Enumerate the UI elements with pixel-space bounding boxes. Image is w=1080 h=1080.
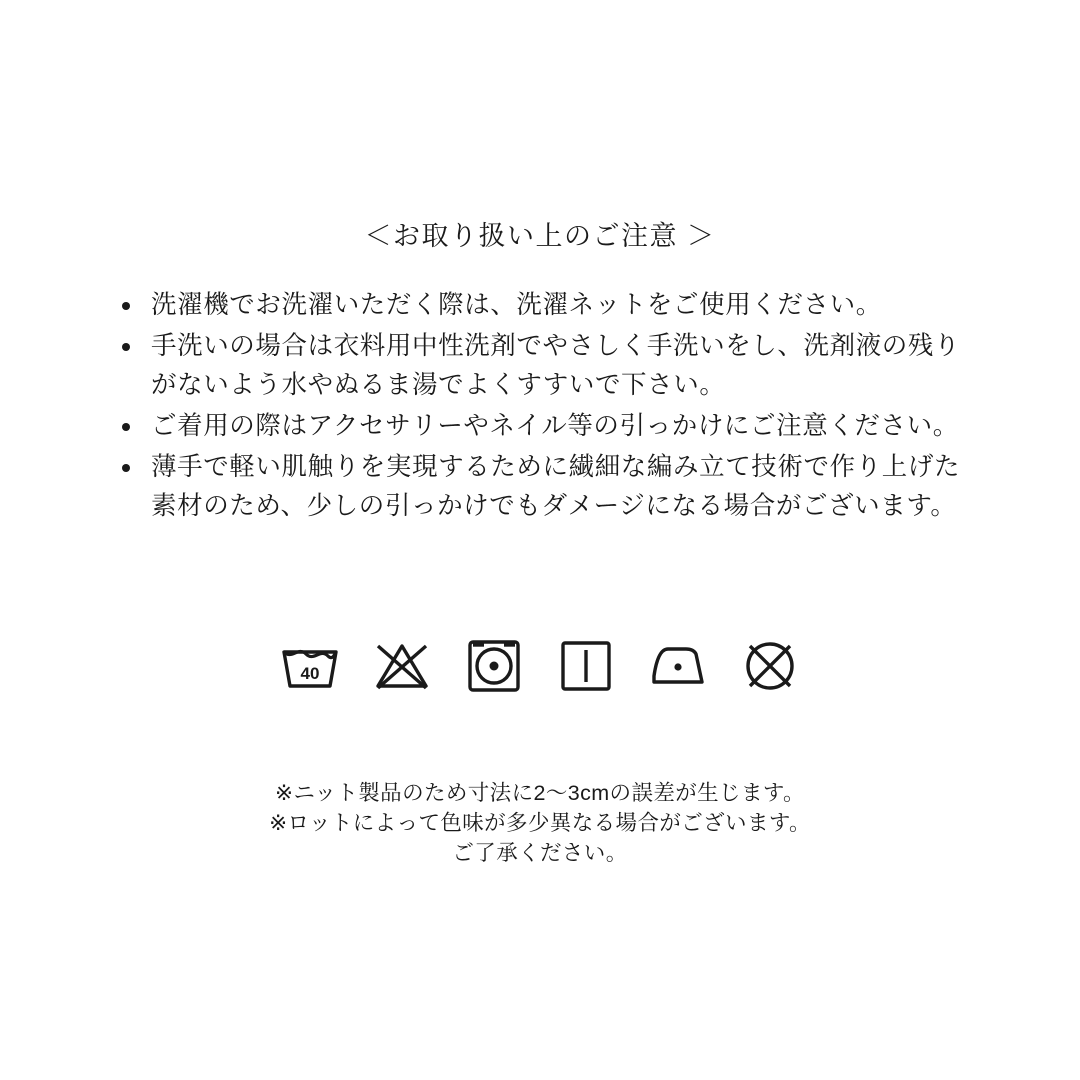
list-item: 手洗いの場合は衣料用中性洗剤でやさしく手洗いをし、洗剤液の残りがないよう水やぬるま湯でよくすすいで下さい。 <box>118 327 978 405</box>
list-item: ご着用の際はアクセサリーやネイル等の引っかけにご注意ください。 <box>118 407 978 446</box>
list-item: 薄手で軽い肌触りを実現するために繊細な編み立て技術で作り上げた素材のため、少しの引っかけでもダメージになる場合がございます。 <box>118 448 978 526</box>
list-item: 洗濯機でお洗濯いただく際は、洗濯ネットをご使用ください。 <box>118 286 978 325</box>
page-title: ＜お取り扱い上のご注意 ＞ <box>364 221 716 251</box>
footnotes <box>0 778 1080 868</box>
drip-dry-vertical-icon <box>554 632 618 696</box>
footnote-line: ※ニット製品のため寸法に2〜3cmの誤差が生じます。 <box>275 781 805 805</box>
footnote-line: ※ロットによって色味が多少異なる場合がございます。 <box>269 811 811 835</box>
no-bleach-icon <box>370 632 434 696</box>
care-symbol-row <box>0 632 1080 696</box>
machine-wash-temperature-label: 40 <box>300 664 320 683</box>
footnote-line: ご了承ください。 <box>452 841 628 865</box>
iron-low-icon <box>646 632 710 696</box>
tumble-dry-low-icon <box>462 632 526 696</box>
care-notes-list <box>118 286 978 528</box>
do-not-dryclean-icon <box>738 632 802 696</box>
machine-wash-40-icon <box>278 632 342 696</box>
